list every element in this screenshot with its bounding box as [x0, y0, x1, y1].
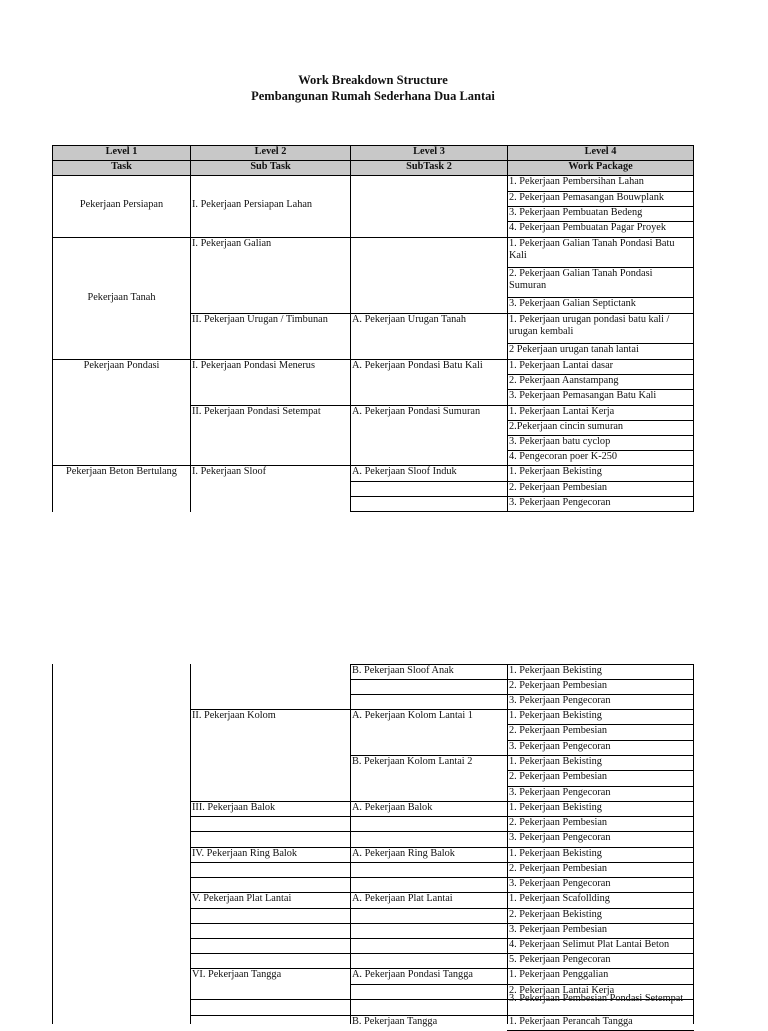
work-package-item: 2. Pekerjaan Pembesian: [509, 482, 608, 493]
work-package-item: 1. Pekerjaan Bekisting: [509, 848, 602, 859]
header-level3: Level 3: [413, 146, 445, 157]
work-package-item: 3. Pekerjaan Galian Septictank: [509, 298, 636, 309]
row-divider: [350, 984, 508, 985]
work-package-item: 3. Pekerjaan Pembuatan Bedeng: [509, 207, 643, 218]
row-divider: [350, 877, 508, 878]
work-package-item: 2. Pekerjaan Lantai Kerja: [509, 985, 615, 996]
row-divider: [190, 816, 351, 817]
row-divider: [350, 481, 508, 482]
row-divider: [350, 237, 508, 238]
subtask-label: IV. Pekerjaan Ring Balok: [192, 848, 298, 859]
column-divider: [693, 145, 694, 176]
row-divider: [350, 831, 508, 832]
row-divider: [190, 923, 351, 924]
work-package-item: 1. Pekerjaan Penggalian: [509, 969, 609, 980]
subtask2-label: B. Pekerjaan Sloof Anak: [352, 665, 454, 676]
subtask-label: II. Pekerjaan Urugan / Timbunan: [192, 314, 328, 325]
header-level4: Level 4: [584, 146, 617, 157]
work-package-item: 2. Pekerjaan Aanstampang: [509, 375, 619, 386]
column-divider: [693, 664, 694, 1024]
work-package-item: 4. Pengecoran poer K-250: [509, 451, 618, 462]
work-package-item: 2. Pekerjaan Bekisting: [509, 909, 602, 920]
subtask-label: II. Pekerjaan Pondasi Setempat: [192, 406, 321, 417]
task-label: Pekerjaan Beton Bertulang: [66, 466, 177, 477]
task-label: Pekerjaan Persiapan: [79, 199, 164, 210]
work-package-item: 2. Pekerjaan Galian Tanah Pondasi Sumuran: [509, 268, 653, 291]
header-level2: Level 2: [254, 146, 287, 157]
header-subtask: Sub Task: [250, 161, 291, 172]
header-task: Task: [111, 161, 132, 172]
subtask-label: VI. Pekerjaan Tangga: [192, 969, 282, 980]
work-package-item: 5. Pekerjaan Pengecoran: [509, 954, 611, 965]
work-package-item: 3. Pekerjaan Pengecoran: [509, 878, 611, 889]
work-package-item: 3. Pekerjaan batu cyclop: [509, 436, 611, 447]
subtask-label: I. Pekerjaan Galian: [192, 238, 272, 249]
work-package-item: 1. Pekerjaan urugan pondasi batu kali / urugan kembali: [509, 314, 670, 337]
row-divider: [350, 938, 508, 939]
subtask2-label: B. Pekerjaan Tangga: [352, 1016, 438, 1027]
column-divider: [190, 175, 191, 512]
subtask2-label: A. Pekerjaan Pondasi Sumuran: [352, 406, 481, 417]
subtask2-label: A. Pekerjaan Balok: [352, 802, 433, 813]
subtask-label: I. Pekerjaan Persiapan Lahan: [192, 199, 313, 210]
work-package-item: 1. Pekerjaan Scafollding: [509, 893, 610, 904]
work-package-item: 3. Pekerjaan Pengecoran: [509, 741, 611, 752]
row-divider: [190, 1015, 351, 1016]
work-package-item: 1. Pekerjaan Pembersihan Lahan: [509, 176, 644, 187]
row-divider: [350, 496, 508, 497]
work-package-item: 3. Pekerjaan Pengecoran: [509, 832, 611, 843]
work-package-item: 2 Pekerjaan urugan tanah lantai: [509, 344, 639, 355]
row-divider: [190, 862, 351, 863]
row-divider: [190, 938, 351, 939]
document-subtitle: Pembangunan Rumah Sederhana Dua Lantai: [251, 89, 495, 103]
subtask-label: V. Pekerjaan Plat Lantai: [192, 893, 292, 904]
work-package-item: 3. Pekerjaan Pembesian Pondasi Setempat: [509, 993, 684, 1004]
work-package-item: 1. Pekerjaan Bekisting: [509, 756, 602, 767]
work-package-item: 1. Pekerjaan Perancah Tangga: [509, 1016, 633, 1027]
subtask2-label: A. Pekerjaan Ring Balok: [352, 848, 455, 859]
work-package-item: 3. Pekerjaan Pemasangan Batu Kali: [509, 390, 657, 401]
subtask-label: III. Pekerjaan Balok: [192, 802, 276, 813]
work-package-item: 2. Pekerjaan Pembesian: [509, 771, 608, 782]
work-package-item: 3. Pekerjaan Pembesian: [509, 924, 608, 935]
header-level1: Level 1: [105, 146, 138, 157]
work-package-item: 4. Pekerjaan Selimut Plat Lantai Beton: [509, 939, 670, 950]
row-divider: [507, 511, 694, 512]
row-divider: [350, 923, 508, 924]
work-package-item: 1. Pekerjaan Bekisting: [509, 802, 602, 813]
work-package-item: 2. Pekerjaan Pemasangan Bouwplank: [509, 192, 664, 203]
work-package-item: 1. Pekerjaan Lantai dasar: [509, 360, 614, 371]
row-divider: [350, 862, 508, 863]
work-package-item: 2. Pekerjaan Pembesian: [509, 817, 608, 828]
column-divider: [52, 175, 53, 512]
row-divider: [190, 999, 351, 1000]
row-divider: [350, 953, 508, 954]
row-divider: [350, 908, 508, 909]
task-label: Pekerjaan Tanah: [87, 292, 156, 303]
task-label: Pekerjaan Pondasi: [83, 360, 160, 371]
row-divider: [350, 694, 508, 695]
row-divider: [350, 511, 508, 512]
work-package-item: 2. Pekerjaan Pembesian: [509, 863, 608, 874]
document-title: Work Breakdown Structure: [298, 73, 448, 87]
column-divider: [350, 175, 351, 512]
work-package-item: 4. Pekerjaan Pembuatan Pagar Proyek: [509, 222, 666, 233]
work-package-item: 2.Pekerjaan cincin sumuran: [509, 421, 624, 432]
work-package-item: 1. Pekerjaan Bekisting: [509, 710, 602, 721]
subtask-label: I. Pekerjaan Pondasi Menerus: [192, 360, 315, 371]
row-divider: [52, 237, 191, 238]
work-package-item: 2. Pekerjaan Pembesian: [509, 725, 608, 736]
header-workpackage: Work Package: [568, 161, 633, 172]
work-package-item: 2. Pekerjaan Pembesian: [509, 680, 608, 691]
row-divider: [190, 831, 351, 832]
work-package-item: 1. Pekerjaan Galian Tanah Pondasi Batu Kali: [509, 238, 675, 261]
row-divider: [350, 679, 508, 680]
subtask2-label: B. Pekerjaan Kolom Lantai 2: [352, 756, 473, 767]
row-divider: [350, 999, 508, 1000]
subtask2-label: A. Pekerjaan Pondasi Tangga: [352, 969, 473, 980]
subtask2-label: A. Pekerjaan Kolom Lantai 1: [352, 710, 473, 721]
subtask2-label: A. Pekerjaan Urugan Tanah: [352, 314, 467, 325]
subtask2-label: A. Pekerjaan Plat Lantai: [352, 893, 453, 904]
work-package-item: 1. Pekerjaan Bekisting: [509, 466, 602, 477]
subtask-label: II. Pekerjaan Kolom: [192, 710, 276, 721]
row-divider: [350, 816, 508, 817]
subtask-label: I. Pekerjaan Sloof: [192, 466, 267, 477]
row-divider: [190, 877, 351, 878]
header-subtask2: SubTask 2: [406, 161, 452, 172]
work-package-item: 3. Pekerjaan Pengecoran: [509, 497, 611, 508]
subtask2-label: A. Pekerjaan Sloof Induk: [352, 466, 457, 477]
work-package-item: 1. Pekerjaan Lantai Kerja: [509, 406, 615, 417]
work-package-item: 1. Pekerjaan Bekisting: [509, 665, 602, 676]
subtask2-label: A. Pekerjaan Pondasi Batu Kali: [352, 360, 483, 371]
work-package-item: 3. Pekerjaan Pengecoran: [509, 787, 611, 798]
column-divider: [52, 664, 53, 1024]
work-package-item: 3. Pekerjaan Pengecoran: [509, 695, 611, 706]
row-divider: [190, 908, 351, 909]
row-divider: [190, 953, 351, 954]
